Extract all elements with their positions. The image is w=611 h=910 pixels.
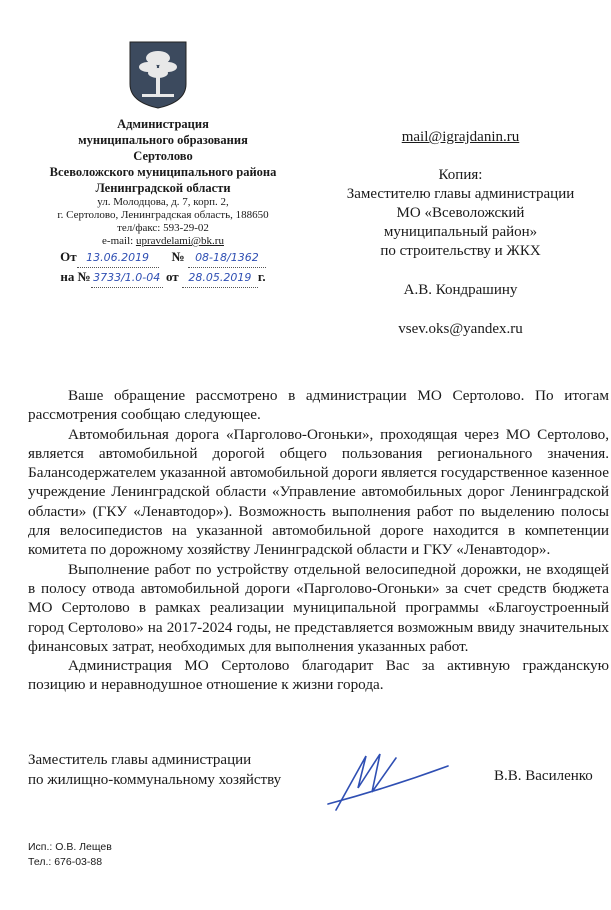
org-line: Администрация: [117, 117, 209, 131]
reply-prefix: на №: [60, 269, 91, 284]
signatory-name: В.В. Василенко: [494, 768, 593, 784]
copy-label: Копия:: [438, 167, 483, 183]
body-paragraph: Автомобильная дорога «Парголово-Огоньки», проходящая через МО Сертолово, является автомобильной дорогой общего пользования регионального значения. Балансодержателем указанной автомобильной дороги является государственное казенное учреждение Ленинградской области «Управление автомобильных дорог Ленинградской области» (ГКУ «Ленавтодор»). Возможность выполнения работ по выделению полосы для велосипедистов на указанной автомобильной дороге находится в компетенции комитета по дорожному хозяйству Ленинградской области и ГКУ «Ленавтодор».: [28, 425, 609, 559]
address-line: г. Сертолово, Ленинградская область, 188650: [57, 209, 269, 221]
address-line: ул. Молодцова, д. 7, корп. 2,: [97, 196, 229, 208]
reply-line: [18, 268, 308, 288]
handwritten-signature: [318, 748, 458, 818]
recipient-email-top[interactable]: mail@igrajdanin.ru: [401, 129, 520, 145]
recipient-email-bottom[interactable]: vsev.oks@yandex.ru: [398, 321, 523, 337]
body-paragraph: Администрация МО Сертолово благодарит Вас за активную гражданскую позицию и неравнодушное отношение к жизни города.: [28, 657, 609, 694]
recipient-name: А.В. Кондрашину: [403, 282, 518, 298]
executor-info: [28, 840, 112, 870]
reply-date: 28.05.2019: [182, 269, 258, 288]
email-line: [18, 235, 308, 248]
recipient-line: Заместителю главы администрации: [346, 186, 575, 202]
reply-date-prefix: от: [165, 269, 179, 284]
executor-name: Исп.: О.В. Лещев: [28, 841, 112, 853]
org-line: Ленинградской области: [95, 181, 231, 195]
outgoing-number: 08-18/1362: [188, 249, 266, 268]
recipient-line: муниципальный район»: [383, 224, 538, 240]
date-prefix: От: [60, 249, 77, 264]
body-paragraph: Ваше обращение рассмотрено в администрации МО Сертолово. По итогам рассмотрения сообщаю следующее.: [28, 387, 609, 424]
recipient-line: по строительству и ЖКХ: [380, 243, 541, 259]
reply-number: 3733/1.0-04: [91, 269, 163, 288]
coat-of-arms-emblem: [128, 40, 188, 110]
number-prefix: №: [171, 249, 185, 264]
letter-body: [28, 386, 609, 695]
signatory-title-line: по жилищно-коммунальному хозяйству: [28, 772, 282, 788]
signatory-title-line: Заместитель главы администрации: [28, 752, 252, 768]
executor-phone: Тел.: 676-03-88: [28, 856, 103, 868]
org-line: Всеволожского муниципального района: [49, 165, 277, 179]
recipient-line: МО «Всеволожский: [396, 205, 525, 221]
org-line: Сертолово: [133, 149, 193, 163]
outgoing-date: 13.06.2019: [77, 249, 159, 268]
reply-suffix: г.: [257, 269, 266, 284]
email-label: e-mail:: [102, 235, 136, 247]
recipient-block: [318, 128, 603, 339]
letterhead: [18, 116, 308, 288]
org-line: муниципального образования: [78, 133, 248, 147]
phone-fax: тел/факс: 593-29-02: [117, 222, 209, 234]
signatory-title: [28, 750, 281, 790]
body-paragraph: Выполнение работ по устройству отдельной велосипедной дорожки, не входящей в полосу отвода автомобильной дороги «Парголово-Огоньки» за счет средств бюджета МО Сертолово в рамках реализации муниципальной программы «Благоустроенный город Сертолово» на 2017-2024 годы, не представляется возможным ввиду значительных финансовых затрат, необходимых для выполнения указанных работ.: [28, 560, 609, 655]
org-email[interactable]: upravdelami@bk.ru: [135, 235, 224, 247]
registration-line: [18, 248, 308, 268]
